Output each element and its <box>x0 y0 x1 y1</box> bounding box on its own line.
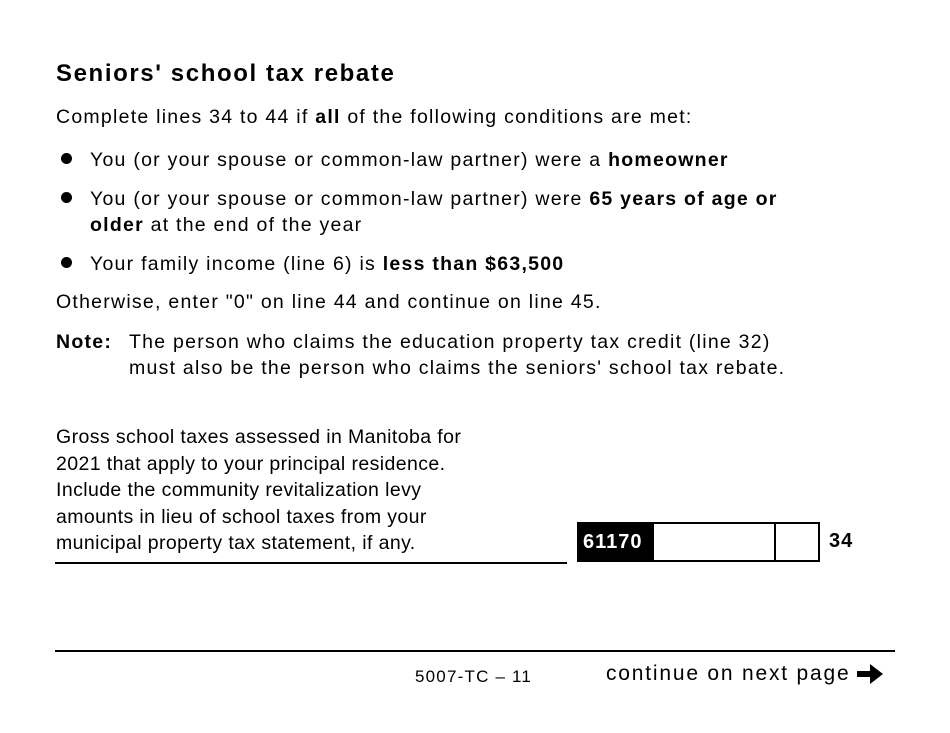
note-text: The person who claims the education property tax credit (line 32) must also be the person who claims the seniors' school tax rebate. <box>129 331 786 379</box>
footer-divider <box>55 650 895 652</box>
continue-next-page-link[interactable] <box>606 662 884 686</box>
condition-income: Your family income (line 6) is less than $63,500 <box>90 253 565 275</box>
description-line: Include the community revitalization levy <box>56 479 422 501</box>
dollars-input[interactable] <box>654 524 776 560</box>
condition-homeowner: You (or your spouse or common-law partner) were a homeowner <box>90 149 729 171</box>
form-code: 5007-TC – 11 <box>415 667 533 686</box>
otherwise-text: Otherwise, enter "0" on line 44 and continue on line 45. <box>56 291 602 313</box>
condition-age: You (or your spouse or common-law partner) were 65 years of age or older at the end of the year <box>90 188 778 236</box>
intro-text: Complete lines 34 to 44 if all of the following conditions are met: <box>56 106 693 128</box>
line-number: 34 <box>829 530 854 552</box>
line-34-amount-field[interactable] <box>577 522 820 562</box>
field-code-label: 61170 <box>579 524 654 560</box>
section-title: Seniors' school tax rebate <box>56 60 396 87</box>
right-arrow-icon <box>856 663 884 685</box>
bullet-icon <box>61 153 72 164</box>
description-underline <box>55 562 567 564</box>
description-line: municipal property tax statement, if any. <box>56 532 416 554</box>
bullet-icon <box>61 192 72 203</box>
bullet-icon <box>61 257 72 268</box>
continue-label: continue on next page <box>606 662 851 685</box>
description-line: amounts in lieu of school taxes from your <box>56 505 427 528</box>
description-line: Gross school taxes assessed in Manitoba for <box>56 426 462 448</box>
line-34-description <box>56 424 461 557</box>
description-line: 2021 that apply to your principal residence. <box>56 452 446 475</box>
note-label: Note: <box>56 331 113 353</box>
cents-input[interactable] <box>776 524 818 560</box>
